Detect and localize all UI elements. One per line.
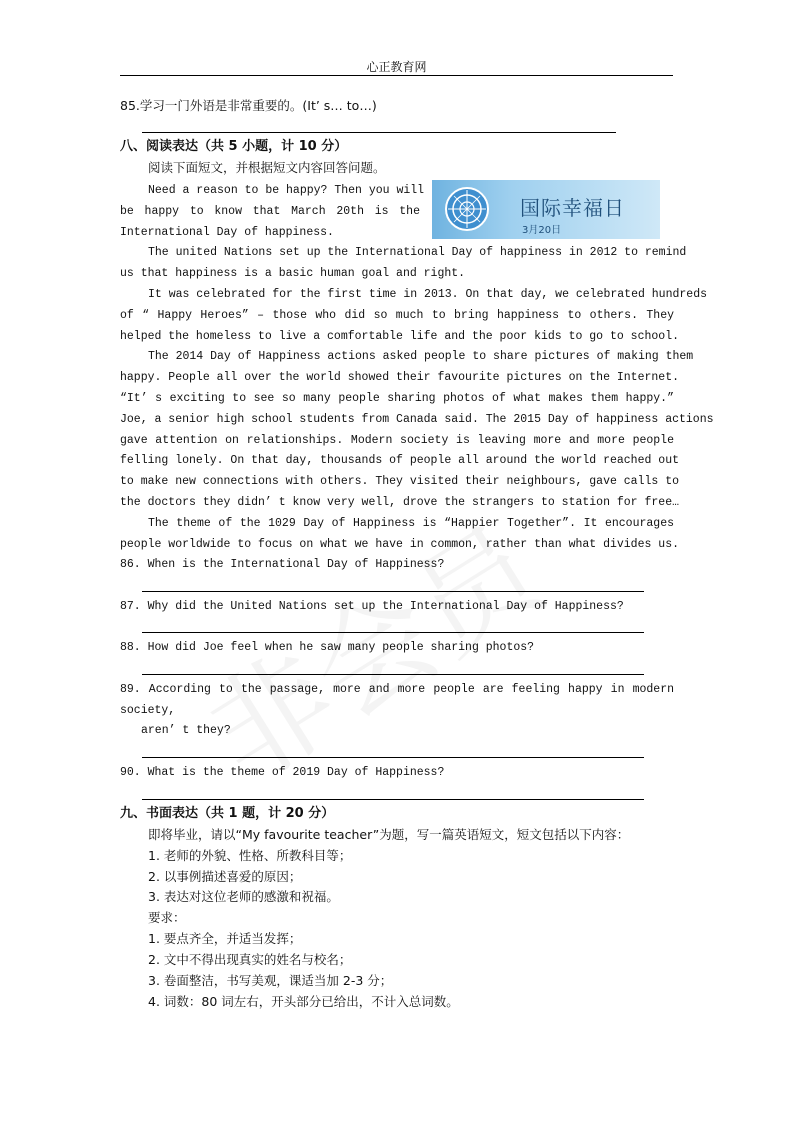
passage-line: Joe, a senior high school students from Canada said. The 2015 Day of happiness actions: [120, 413, 714, 426]
answer-line-89[interactable]: [142, 757, 644, 758]
question-88: 88. How did Joe feel when he saw many people sharing photos?: [120, 641, 535, 654]
section-9-heading: 九、书面表达（共 1 题，计 20 分）: [120, 806, 335, 821]
image-date: 3月20日: [522, 225, 562, 236]
passage-line: helped the homeless to live a comfortable life and the poor kids to go to school.: [120, 330, 679, 343]
section-8-heading: 八、阅读表达（共 5 小题，计 10 分）: [120, 139, 348, 154]
passage-line: people worldwide to focus on what we have in common, rather than what divides us.: [120, 538, 679, 551]
passage-line: to make new connections with others. They visited their neighbours, gave calls to: [120, 475, 679, 488]
passage-line: the doctors they didn’ t know very well, drove the strangers to station for free…: [120, 496, 679, 509]
passage-line: felling lonely. On that day, thousands of people all around the world reached out: [120, 454, 679, 467]
section-9-item-2: 2. 以事例描述喜爱的原因；: [148, 869, 302, 884]
passage-line: gave attention on relationships. Modern society is leaving more and more people: [120, 434, 674, 447]
section-9-intro: 即将毕业，请以“My favourite teacher”为题，写一篇英语短文，短文包括以下内容：: [148, 827, 630, 842]
answer-line-88[interactable]: [142, 674, 644, 675]
answer-line-86[interactable]: [142, 591, 644, 592]
passage-line: Need a reason to be happy? Then you will: [148, 184, 425, 197]
question-86: 86. When is the International Day of Happiness?: [120, 558, 445, 571]
passage-line: The 2014 Day of Happiness actions asked people to share pictures of making them: [148, 350, 694, 363]
section-9-req-2: 2. 文中不得出现真实的姓名与校名；: [148, 952, 352, 967]
passage-line: us that happiness is a basic human goal and right.: [120, 267, 466, 280]
section-9-item-3: 3. 表达对这位老师的感激和祝福。: [148, 889, 339, 904]
passage-line: happy. People all over the world showed their favourite pictures on the Internet.: [120, 371, 679, 384]
header-divider: [120, 75, 673, 76]
answer-line-85[interactable]: [142, 132, 616, 133]
question-89-line1: 89. According to the passage, more and more people are feeling happy in modern: [120, 683, 674, 696]
section-9-req-4: 4. 词数：80 词左右，开头部分已给出，不计入总词数。: [148, 994, 459, 1009]
passage-line: It was celebrated for the first time in 2013. On that day, we celebrated hundreds: [148, 288, 707, 301]
page-header-title: 心正教育网: [366, 60, 427, 74]
passage-line: of “ Happy Heroes” – those who did so much to bring happiness to others. They: [120, 309, 674, 322]
section-9-item-1: 1. 老师的外貌、性格、所教科目等；: [148, 848, 352, 863]
passage-line: “It’ s exciting to see so many people sharing photos of what makes them happy.”: [120, 392, 674, 405]
image-title: 国际幸福日: [520, 196, 625, 220]
question-85: 85.学习一门外语是非常重要的。(It’ s… to…): [120, 98, 377, 113]
passage-line: International Day of happiness.: [120, 226, 334, 239]
un-emblem-icon: [444, 186, 490, 232]
question-90: 90. What is the theme of 2019 Day of Happiness?: [120, 766, 445, 779]
section-9-req-3: 3. 卷面整洁，书写美观，课适当加 2-3 分；: [148, 973, 393, 988]
question-89-line3: aren’ t they?: [141, 724, 231, 737]
section-9-req-1: 1. 要点齐全，并适当发挥；: [148, 931, 302, 946]
answer-line-90[interactable]: [142, 799, 644, 800]
answer-line-87[interactable]: [142, 632, 644, 633]
section-9-requirements-label: 要求：: [148, 910, 186, 925]
passage-line: be happy to know that March 20th is the: [120, 205, 420, 218]
passage-line: The theme of the 1029 Day of Happiness is “Happier Together”. It encourages: [148, 517, 674, 530]
section-8-instruction: 阅读下面短文，并根据短文内容回答问题。: [148, 160, 386, 175]
happiness-day-image: [432, 180, 660, 239]
question-87: 87. Why did the United Nations set up the International Day of Happiness?: [120, 600, 624, 613]
question-89-line2: society,: [120, 704, 176, 717]
passage-line: The united Nations set up the International Day of happiness in 2012 to remind: [148, 246, 687, 259]
